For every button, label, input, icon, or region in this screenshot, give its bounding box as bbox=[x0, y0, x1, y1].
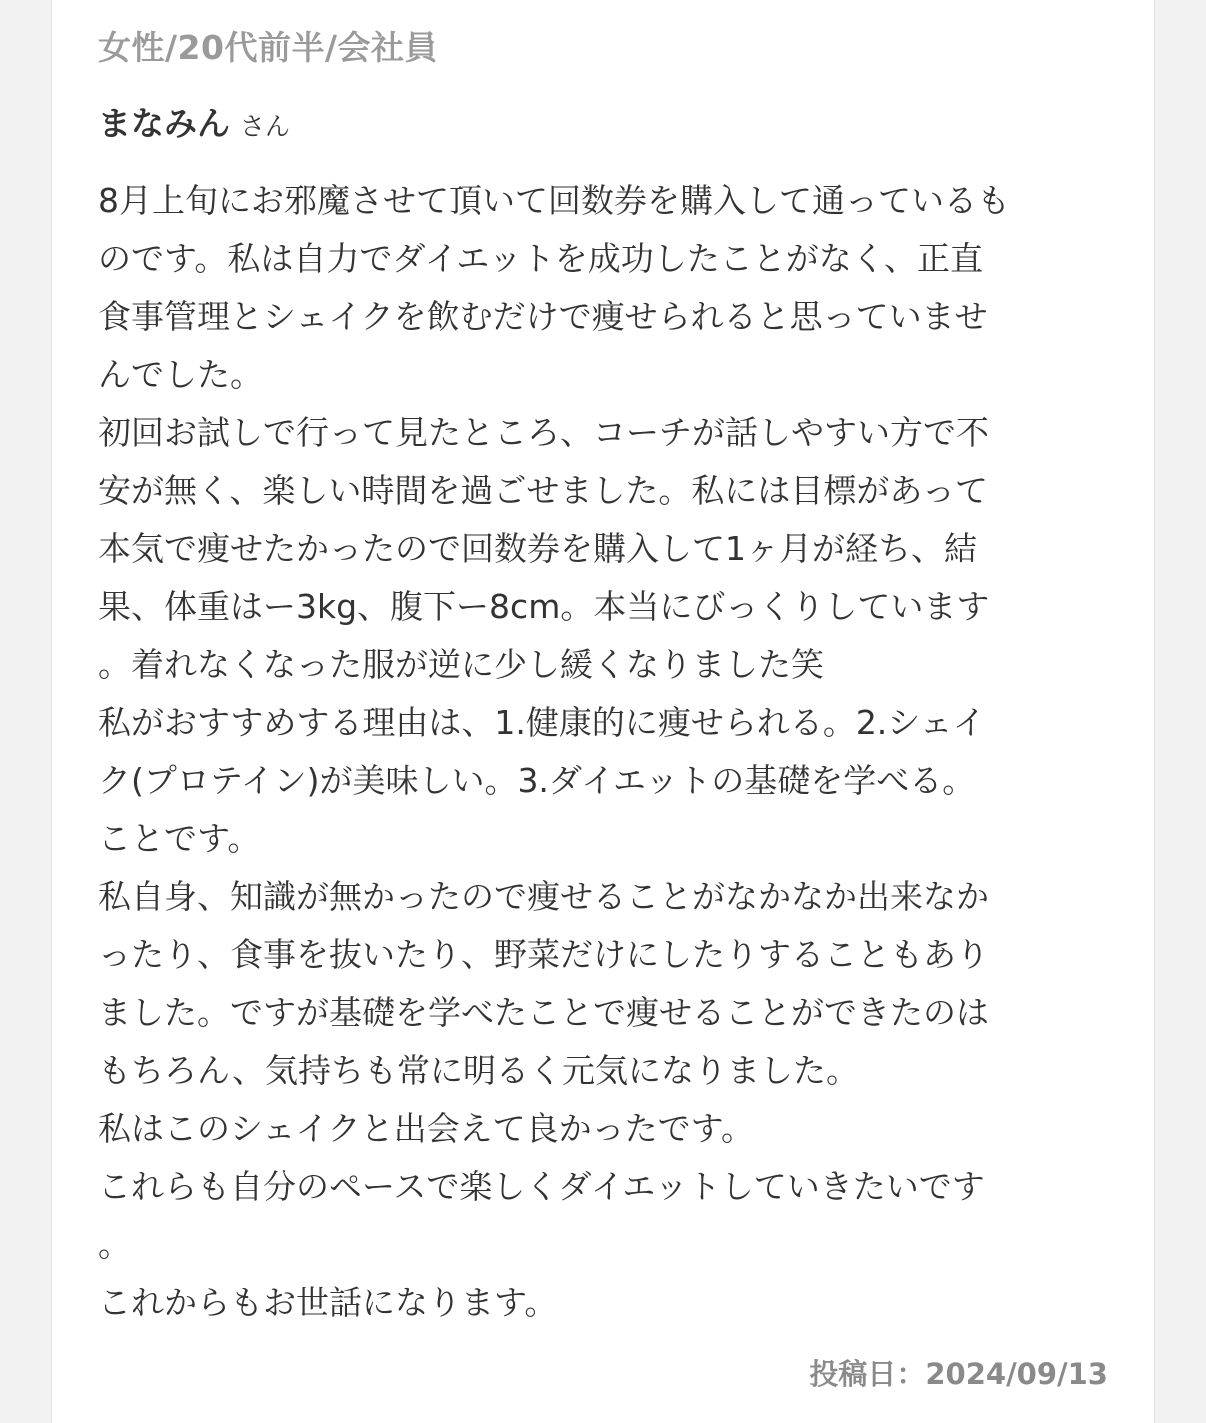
review-line: ました。ですが基礎を学べたことで痩せることができたのは bbox=[98, 993, 989, 1032]
review-line: 安が無く、楽しい時間を過ごせました。私には目標があって bbox=[98, 471, 989, 510]
review-line: 私自身、知識が無かったので痩せることがなかなか出来なか bbox=[98, 877, 989, 916]
review-line: のです。私は自力でダイエットを成功したことがなく、正直 bbox=[98, 239, 984, 278]
review-line: 果、体重はー3kg、腹下ー8cm。本当にびっくりしています bbox=[98, 587, 990, 626]
review-line: 。 bbox=[98, 1225, 131, 1264]
review-line: んでした。 bbox=[98, 355, 263, 394]
review-line: 私がおすすめする理由は、1.健康的に痩せられる。2.シェイ bbox=[98, 703, 986, 742]
review-line: 初回お試しで行って見たところ、コーチが話しやすい方で不 bbox=[98, 413, 989, 452]
review-card bbox=[51, 0, 1155, 1423]
review-line: 本気で痩せたかったので回数券を購入して1ヶ月が経ち、結 bbox=[98, 529, 977, 568]
review-line: ことです。 bbox=[98, 819, 261, 858]
reviewer-name: まなみん bbox=[98, 104, 230, 143]
review-line: 食事管理とシェイクを飲むだけで痩せられると思っていませ bbox=[98, 297, 988, 336]
review-line: 。着れなくなった服が逆に少し緩くなりました笑 bbox=[98, 645, 824, 684]
review-line: 私はこのシェイクと出会えて良かったです。 bbox=[98, 1109, 755, 1148]
review-line: これからもお世話になります。 bbox=[98, 1283, 558, 1322]
review-line: ク(プロテイン)が美味しい。3.ダイエットの基礎を学べる。 bbox=[98, 761, 976, 800]
reviewer-honorific: さん bbox=[240, 112, 291, 141]
review-line: ったり、食事を抜いたり、野菜だけにしたりすることもあり bbox=[98, 935, 989, 974]
review-line: これらも自分のペースで楽しくダイエットしていきたいです bbox=[98, 1167, 985, 1206]
reviewer-profile: 女性/20代前半/会社員 bbox=[98, 28, 439, 67]
post-date: 投稿日：2024/09/13 bbox=[809, 1357, 1108, 1391]
review-body bbox=[98, 172, 1114, 1332]
review-line: もちろん、気持ちも常に明るく元気になりました。 bbox=[98, 1051, 859, 1090]
reviewer-name-row bbox=[98, 98, 290, 145]
review-line: 8月上旬にお邪魔させて頂いて回数券を購入して通っているも bbox=[98, 181, 1010, 220]
